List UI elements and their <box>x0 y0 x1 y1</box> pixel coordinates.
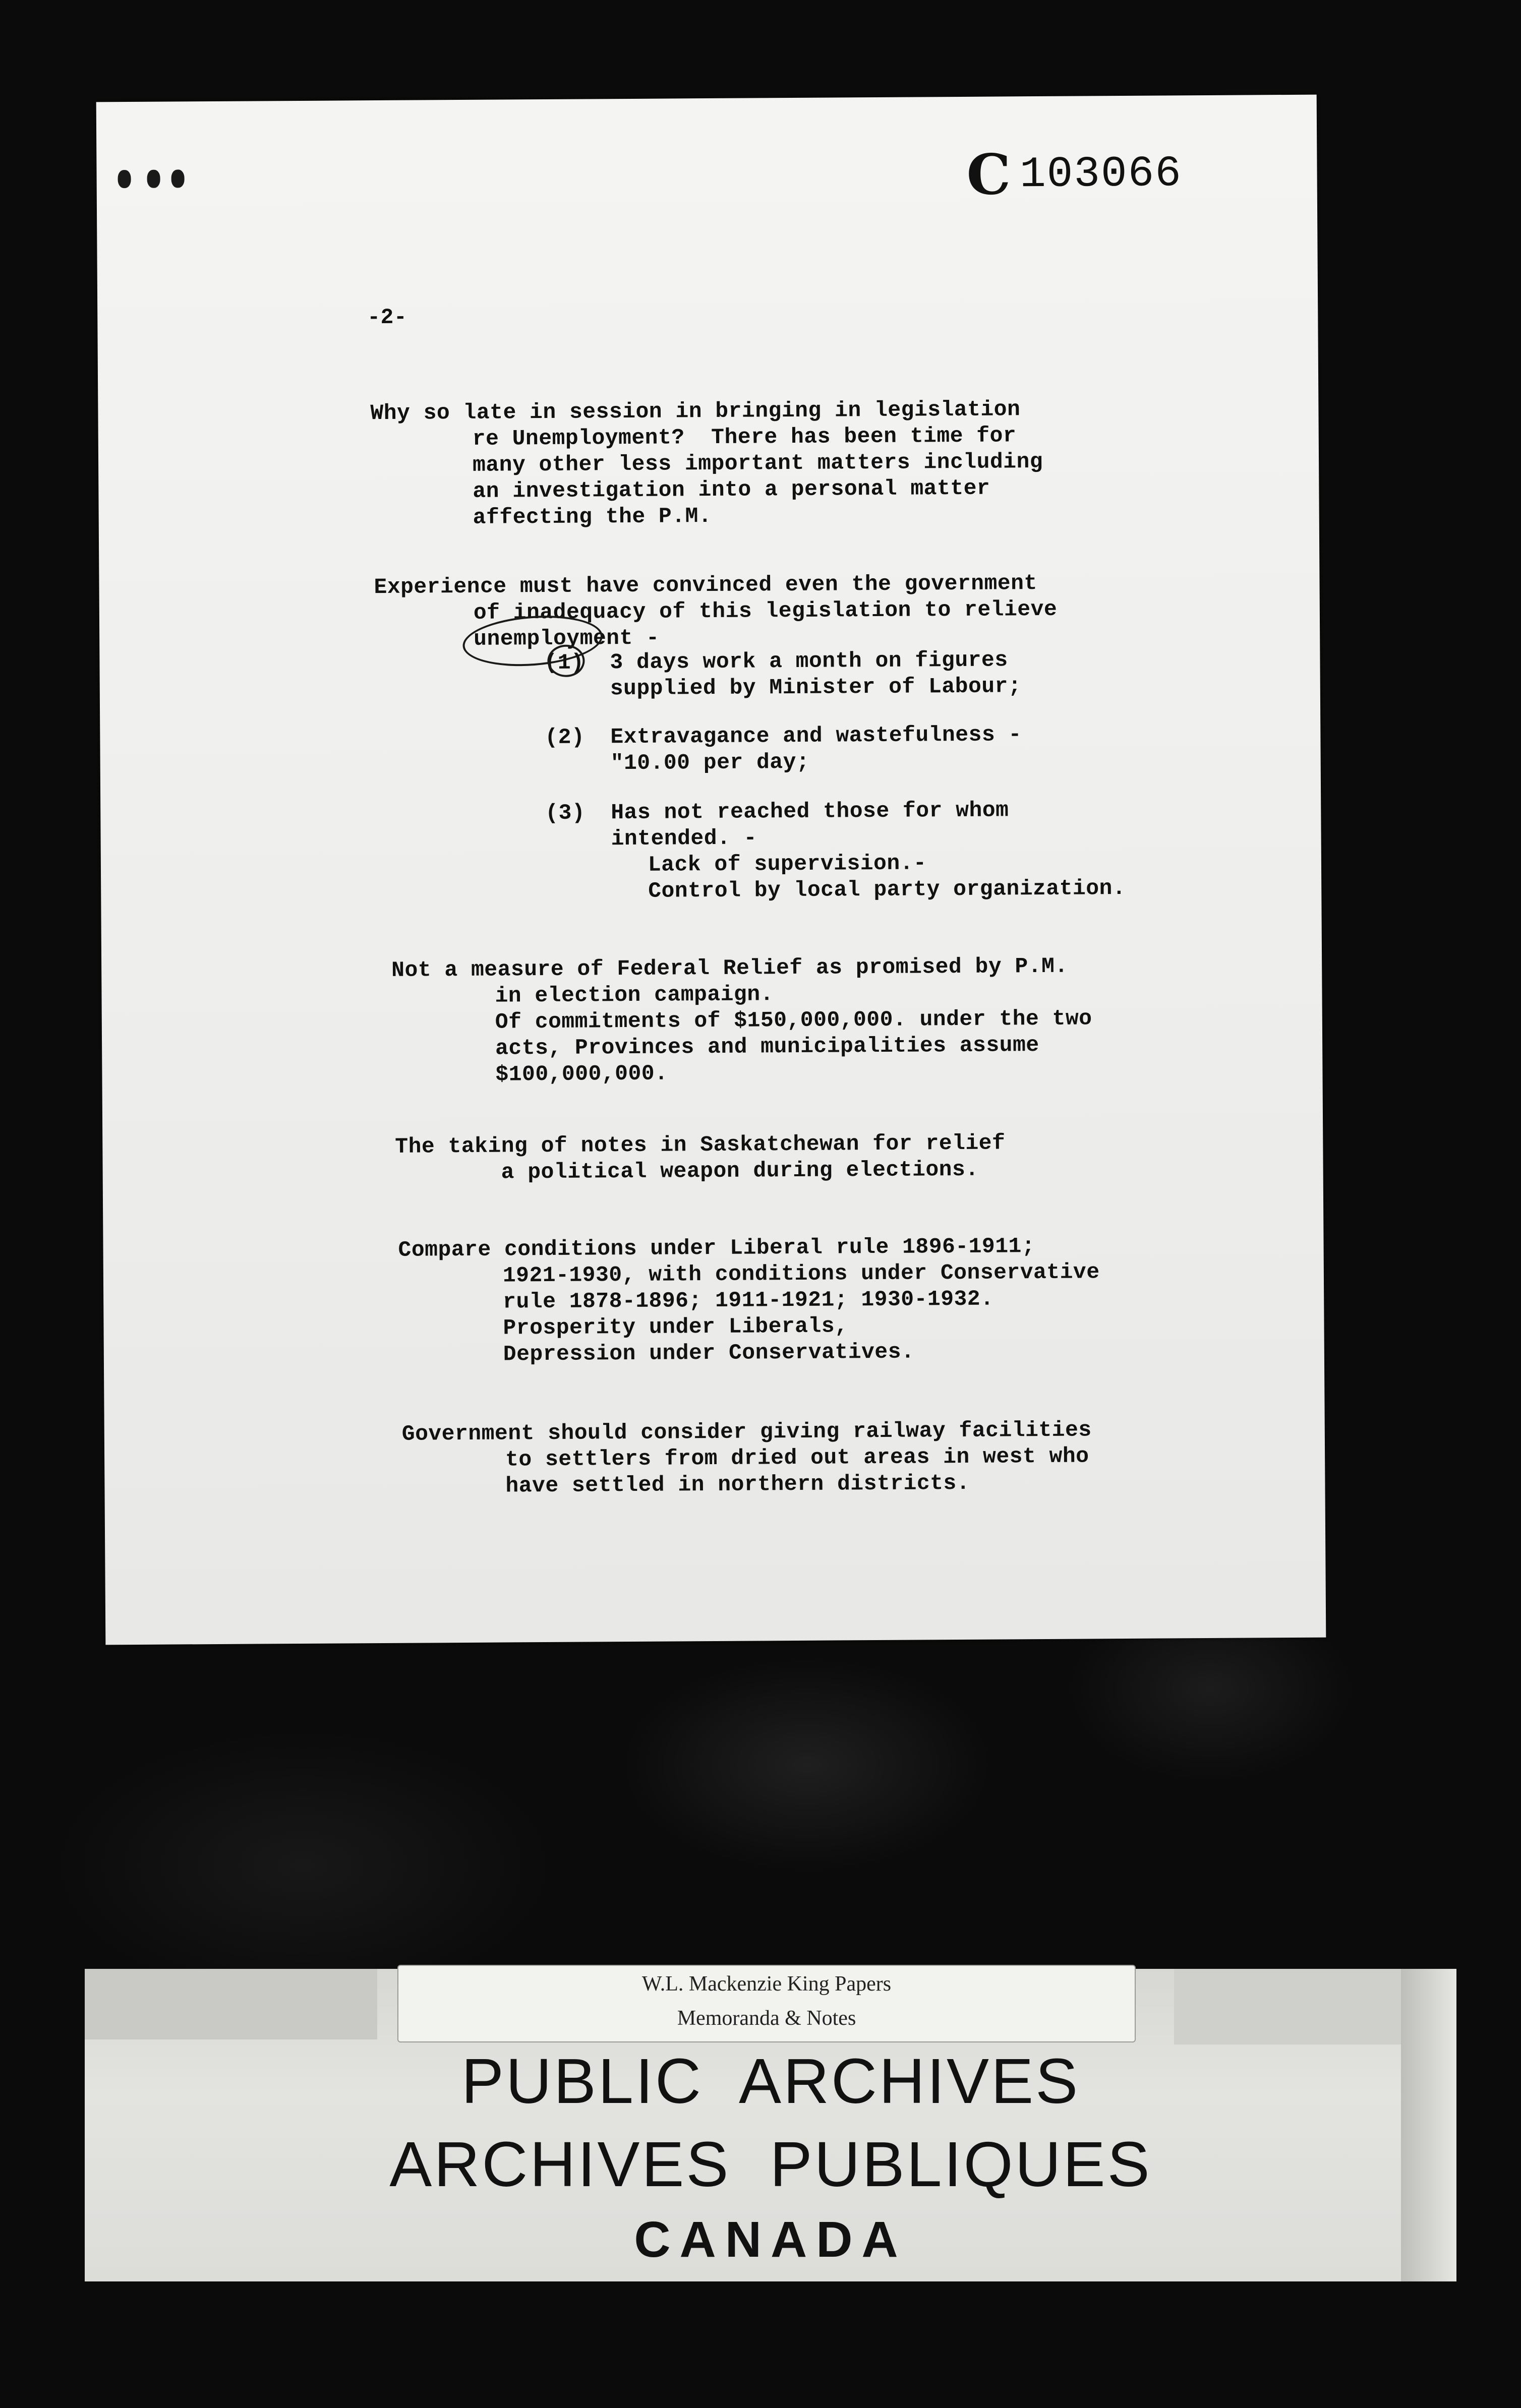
page-number: -2- <box>367 305 407 330</box>
handwritten-circle <box>547 645 584 677</box>
list-item-text: intended. - <box>611 825 757 852</box>
list-subitem: Lack of supervision.- <box>648 851 927 877</box>
reference-number: 103066 <box>1019 149 1183 200</box>
punch-hole <box>118 170 131 188</box>
text-line: The taking of notes in Saskatchewan for relief <box>395 1130 1006 1159</box>
list-number: (3) <box>545 800 586 826</box>
text-line: many other less important matters including <box>472 449 1043 477</box>
list-item-text: Extravagance and wastefulness - <box>610 722 1022 750</box>
text-line: Not a measure of Federal Relief as promised by P.M. <box>391 953 1068 983</box>
text-line: 1921-1930, with conditions under Conservative <box>502 1259 1100 1288</box>
text-line: affecting the P.M. <box>473 503 712 530</box>
text-line: Why so late in session in bringing in legislation <box>370 397 1021 426</box>
text-line: Government should consider giving railway facilities <box>401 1417 1092 1447</box>
punch-hole <box>171 169 184 188</box>
text-line: of inadequacy of this legislation to relieve <box>473 596 1058 625</box>
text-line: a political weapon during elections. <box>501 1157 979 1185</box>
text-line: to settlers from dried out areas in west who <box>505 1443 1089 1472</box>
document-page <box>96 95 1326 1645</box>
list-subitem: Control by local party organization. <box>648 875 1126 904</box>
text-line: rule 1878-1896; 1911-1921; 1930-1932. <box>503 1286 994 1314</box>
text-line: an investigation into a personal matter <box>473 475 990 504</box>
text-line: Prosperity under Liberals, <box>503 1313 848 1341</box>
archive-title-english: PUBLIC ARCHIVES <box>461 2045 1080 2117</box>
archive-reference <box>966 142 1183 207</box>
text-line: Depression under Conservatives. <box>503 1339 915 1367</box>
text-line: unemployment - <box>474 625 660 651</box>
text-line: $100,000,000. <box>495 1061 668 1087</box>
text-line: Compare conditions under Liberal rule 1896-1911; <box>398 1234 1035 1262</box>
list-item-text: 3 days work a month on figures <box>610 647 1008 675</box>
text-line: re Unemployment? There has been time for <box>472 423 1017 451</box>
list-number: (2) <box>545 725 585 750</box>
collection-name: W.L. Mackenzie King Papers <box>641 1972 892 1996</box>
archive-label-card <box>85 1969 1456 2281</box>
collection-series: Memoranda & Notes <box>677 2007 856 2030</box>
text-line: Experience must have convinced even the government <box>374 571 1037 600</box>
archive-country: CANADA <box>634 2211 907 2268</box>
archive-title-french: ARCHIVES PUBLIQUES <box>389 2129 1152 2200</box>
collection-strip <box>397 1965 1136 2042</box>
list-number: (1) <box>544 650 584 676</box>
list-item-text: "10.00 per day; <box>610 749 810 776</box>
punch-hole <box>147 170 160 188</box>
reference-stamp-mark: C <box>966 142 1012 207</box>
text-line: Of commitments of $150,000,000. under the two <box>495 1006 1092 1035</box>
list-item-text: supplied by Minister of Labour; <box>610 674 1022 701</box>
text-line: acts, Provinces and municipalities assume <box>495 1033 1039 1061</box>
list-item-text: Has not reached those for whom <box>611 798 1009 825</box>
text-line: in election campaign. <box>495 982 774 1008</box>
label-tab <box>85 1969 377 2039</box>
text-line: have settled in northern districts. <box>505 1470 970 1498</box>
